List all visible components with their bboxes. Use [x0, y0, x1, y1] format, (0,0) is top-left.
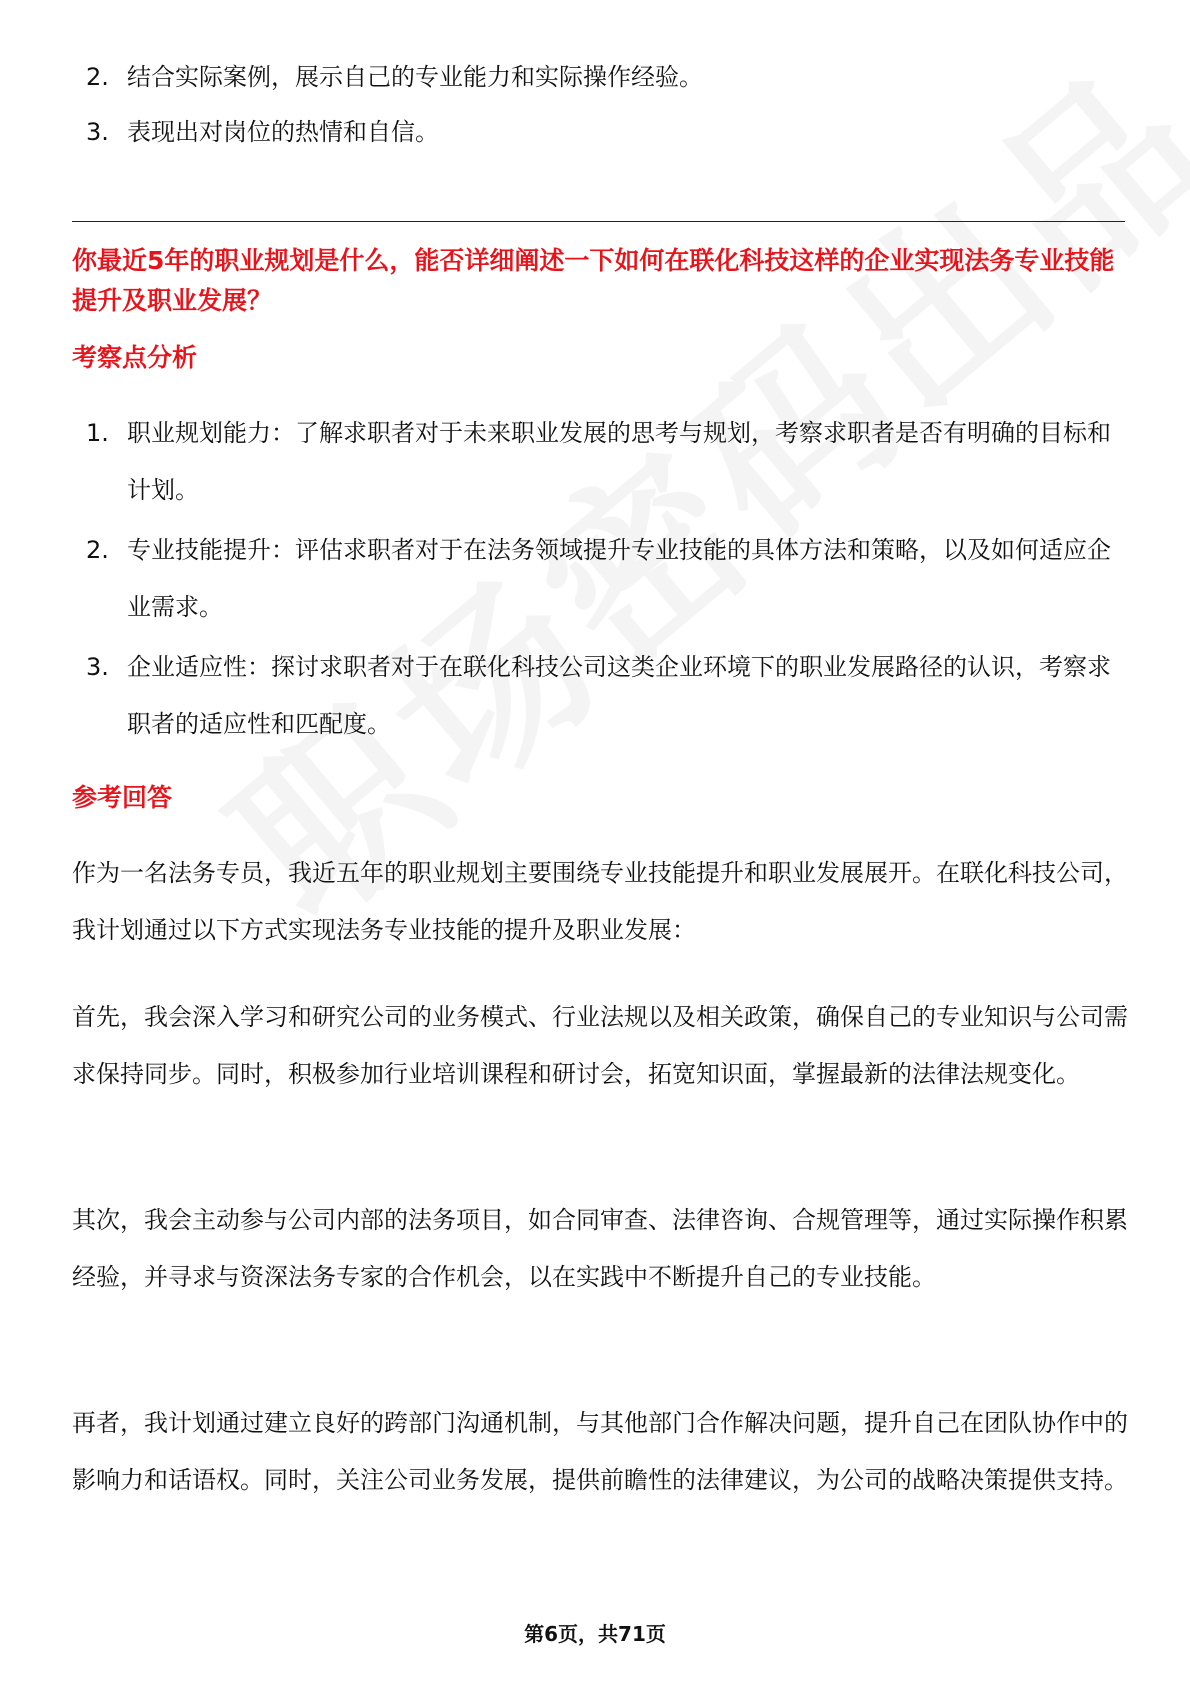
list-item	[72, 49, 1122, 106]
list-item	[72, 104, 1122, 161]
answer-paragraph: 再者，我计划通过建立良好的跨部门沟通机制，与其他部门合作解决问题，提升自己在团队协作中的影响力和话语权。同时，关注公司业务发展，提供前瞻性的法律建议，为公司的战略决策提供支持。	[72, 1409, 1128, 1494]
list-number: 3.	[86, 118, 109, 146]
list-text: 专业技能提升：评估求职者对于在法务领域提升专业技能的具体方法和策略，以及如何适应企业需求。	[127, 536, 1111, 621]
list-number: 1.	[86, 419, 109, 447]
list-number: 2.	[86, 536, 109, 564]
list-text: 表现出对岗位的热情和自信。	[127, 118, 439, 146]
answer-paragraph: 其次，我会主动参与公司内部的法务项目，如合同审查、法律咨询、合规管理等，通过实际操作积累经验，并寻求与资深法务专家的合作机会，以在实践中不断提升自己的专业技能。	[72, 1206, 1128, 1291]
answer-paragraph: 首先，我会深入学习和研究公司的业务模式、行业法规以及相关政策，确保自己的专业知识与公司需求保持同步。同时，积极参加行业培训课程和研讨会，拓宽知识面，掌握最新的法律法规变化。	[72, 1003, 1128, 1088]
section-divider	[72, 221, 1125, 222]
analysis-title: 考察点分析	[72, 343, 198, 372]
page-number: 第6页，共71页	[524, 1622, 666, 1646]
list-text: 职业规划能力：了解求职者对于未来职业发展的思考与规划，考察求职者是否有明确的目标和计划。	[127, 419, 1111, 504]
list-number: 2.	[86, 63, 109, 91]
list-item	[72, 522, 1122, 636]
list-item	[72, 405, 1122, 519]
answer-title: 参考回答	[72, 783, 173, 812]
list-number: 3.	[86, 653, 109, 681]
list-text: 企业适应性：探讨求职者对于在联化科技公司这类企业环境下的职业发展路径的认识，考察求职者的适应性和匹配度。	[127, 653, 1111, 738]
answer-paragraph: 作为一名法务专员，我近五年的职业规划主要围绕专业技能提升和职业发展展开。在联化科技公司，我计划通过以下方式实现法务专业技能的提升及职业发展：	[72, 859, 1128, 944]
list-item	[72, 639, 1122, 753]
list-text: 结合实际案例，展示自己的专业能力和实际操作经验。	[127, 63, 703, 91]
question-heading: 你最近5年的职业规划是什么，能否详细阐述一下如何在联化科技这样的企业实现法务专业技能提升及职业发展？	[72, 246, 1115, 315]
